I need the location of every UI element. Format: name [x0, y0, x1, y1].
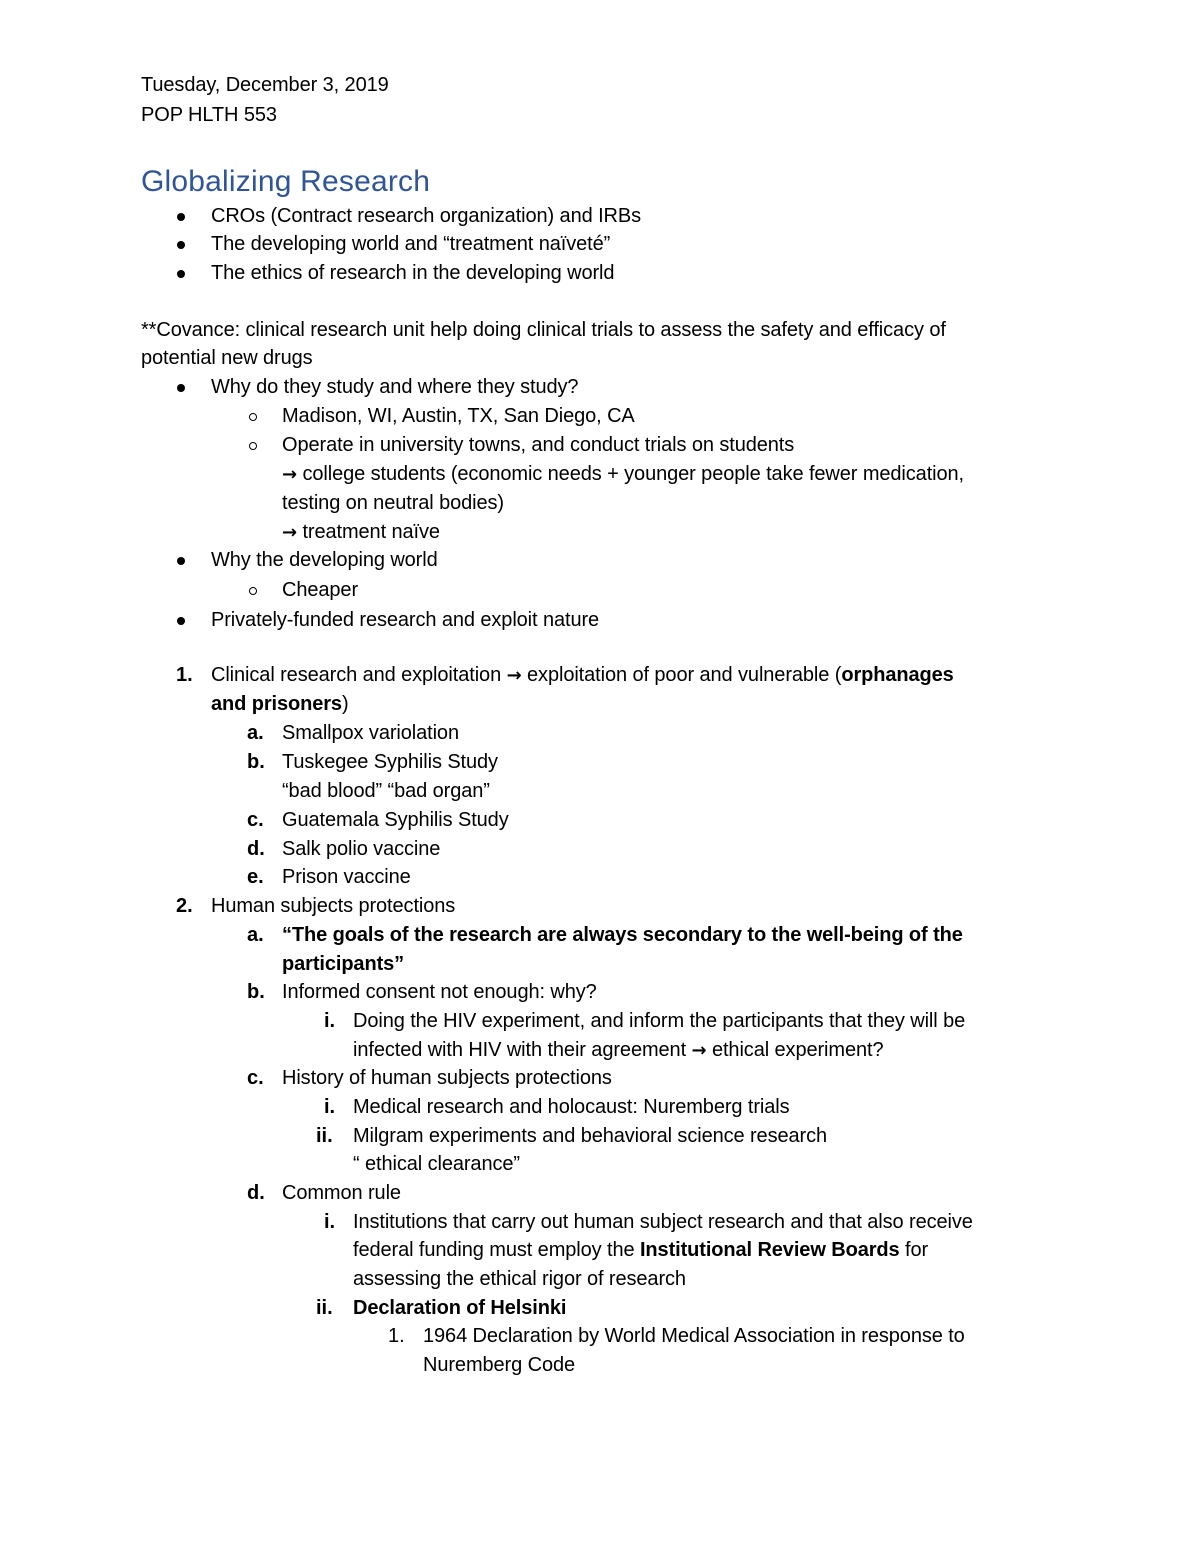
list-item-continuation: Nuremberg Code [423, 1354, 576, 1376]
list-number: 2. [176, 895, 193, 917]
list-letter: a. [247, 722, 264, 744]
arrow-right-icon: → [691, 1040, 707, 1061]
list-item-continuation [282, 460, 964, 489]
list-item: CROs (Contract research organization) and IRBs [211, 205, 642, 227]
list-item-continuation [353, 1036, 883, 1065]
item-text: exploitation of poor and vulnerable ( [527, 664, 842, 686]
list-item: Informed consent not enough: why? [282, 981, 597, 1003]
list-number: 1. [388, 1325, 405, 1347]
list-item: Institutions that carry out human subject research and that also receive [353, 1211, 973, 1233]
list-letter: d. [247, 838, 265, 860]
bullet-icon [177, 270, 185, 278]
list-item: Milgram experiments and behavioral science research [353, 1125, 828, 1147]
list-item: Human subjects protections [211, 895, 456, 917]
circle-bullet-icon [249, 413, 257, 421]
list-item [211, 661, 954, 690]
item-text: ethical experiment? [711, 1039, 884, 1061]
list-item: Smallpox variolation [282, 722, 459, 744]
note-text: testing on neutral bodies) [282, 492, 504, 514]
bullet-icon [177, 617, 185, 625]
note-text: “bad blood” “bad organ” [282, 780, 490, 802]
bullet-icon [177, 213, 185, 221]
circle-bullet-icon [249, 587, 257, 595]
list-item: Prison vaccine [282, 866, 411, 888]
quote-text: “The goals of the research are always secondary to the well-being of the [282, 924, 963, 946]
list-letter: b. [247, 751, 265, 773]
list-roman: i. [324, 1010, 336, 1032]
item-text: ) [341, 693, 349, 715]
list-roman: ii. [316, 1125, 333, 1147]
paragraph-line: **Covance: clinical research unit help doing clinical trials to assess the safety and efficacy of [141, 319, 946, 341]
list-item: Medical research and holocaust: Nuremberg trials [353, 1096, 790, 1118]
note-text: treatment naïve [302, 521, 440, 543]
list-item: Madison, WI, Austin, TX, San Diego, CA [282, 405, 635, 427]
bullet-icon [177, 384, 185, 392]
list-item: Privately-funded research and exploit nature [211, 609, 600, 631]
list-item: Why the developing world [211, 549, 438, 571]
note-text: college students (economic needs + younger people take fewer medication, [302, 463, 964, 485]
arrow-right-icon: → [506, 665, 522, 686]
bullet-icon [177, 241, 185, 249]
list-item: Cheaper [282, 579, 359, 601]
list-item-continuation [353, 1236, 928, 1265]
arrow-right-icon: → [282, 522, 297, 543]
item-text: infected with HIV with their agreement [353, 1039, 687, 1061]
list-letter: a. [247, 924, 264, 946]
arrow-right-icon: → [282, 464, 297, 485]
list-item: Salk polio vaccine [282, 838, 441, 860]
list-item: Doing the HIV experiment, and inform the participants that they will be [353, 1010, 966, 1032]
list-roman: i. [324, 1096, 336, 1118]
circle-bullet-icon [249, 442, 257, 450]
list-item: History of human subjects protections [282, 1067, 612, 1089]
bold-text: orphanages [841, 664, 954, 686]
item-text: federal funding must employ the [353, 1239, 640, 1261]
paragraph-line: potential new drugs [141, 347, 313, 369]
list-number: 1. [176, 664, 193, 686]
item-text: for [899, 1239, 929, 1261]
list-letter: c. [247, 1067, 264, 1089]
list-letter: e. [247, 866, 264, 888]
list-letter: c. [247, 809, 264, 831]
list-item: Tuskegee Syphilis Study [282, 751, 498, 773]
bullet-icon [177, 557, 185, 565]
list-letter: b. [247, 981, 265, 1003]
list-roman: i. [324, 1211, 336, 1233]
list-item-continuation: assessing the ethical rigor of research [353, 1268, 686, 1290]
date-line: Tuesday, December 3, 2019 [141, 74, 389, 96]
list-item: The developing world and “treatment naïveté” [211, 233, 611, 255]
list-item-continuation [211, 690, 349, 719]
course-line: POP HLTH 553 [141, 104, 277, 126]
list-item: Common rule [282, 1182, 401, 1204]
list-item: The ethics of research in the developing world [211, 262, 615, 284]
list-item: Declaration of Helsinki [353, 1297, 567, 1319]
list-roman: ii. [316, 1297, 333, 1319]
list-letter: d. [247, 1182, 265, 1204]
list-item: 1964 Declaration by World Medical Association in response to [423, 1325, 965, 1347]
list-item: Operate in university towns, and conduct trials on students [282, 434, 795, 456]
item-text: Clinical research and exploitation [211, 664, 502, 686]
note-text: “ ethical clearance” [353, 1153, 520, 1175]
quote-text: participants” [282, 953, 405, 975]
page-title: Globalizing Research [141, 165, 431, 198]
bold-text: and prisoners [211, 693, 342, 715]
bold-text: Institutional Review Boards [639, 1239, 900, 1261]
list-item: Why do they study and where they study? [211, 376, 579, 398]
list-item-continuation [282, 518, 440, 547]
list-item: Guatemala Syphilis Study [282, 809, 509, 831]
